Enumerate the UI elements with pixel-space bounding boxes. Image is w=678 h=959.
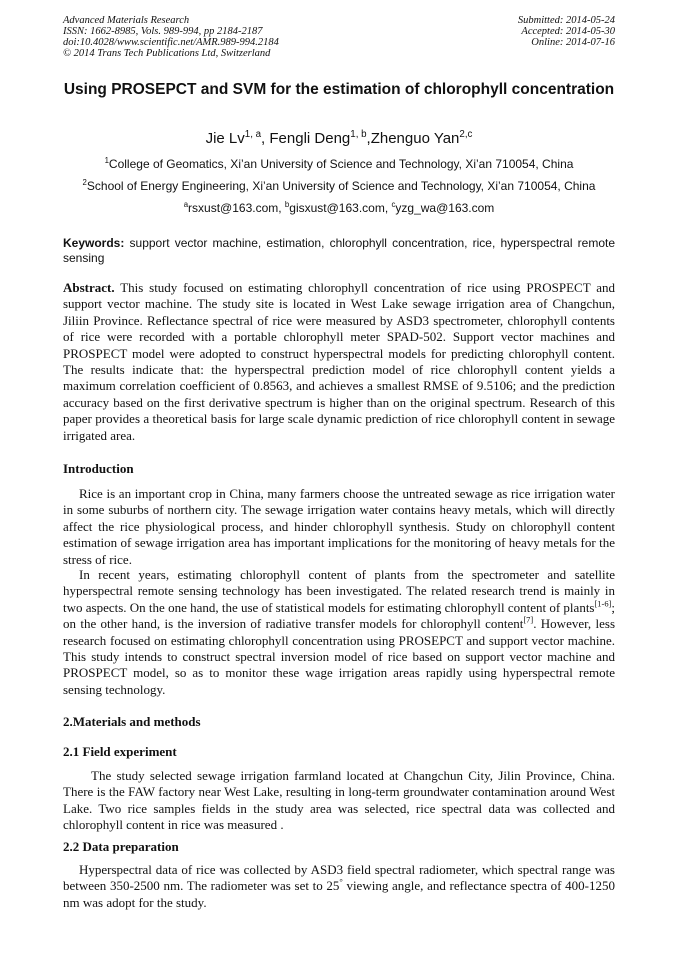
affiliation-2 (40, 179, 638, 193)
online-date: Online: 2014-07-16 (531, 37, 615, 48)
affiliation-1 (40, 157, 638, 171)
issn-line: ISSN: 1662-8985, Vols. 989-994, pp 2184-2187 (63, 26, 263, 37)
data-preparation-heading: 2.2 Data preparation (63, 839, 179, 854)
copyright-line: © 2014 Trans Tech Publications Ltd, Switzerland (63, 48, 271, 59)
email-address: yzg_wa@163.com (395, 201, 495, 215)
citation-ref: [1-6] (594, 598, 612, 609)
email-mark: a (183, 200, 189, 209)
author-affiliation-mark: 1, a (244, 129, 262, 140)
paragraph-text: ; on the other hand, is the inversion of radiative transfer models for chlorophyll content (63, 599, 615, 632)
affiliation-mark: 1 (104, 156, 109, 165)
journal-header-right (518, 15, 615, 48)
email-list: $^a$rsxust@163.com, $^b$gisxust@163.com, $^c$yzg_wa@163.com (183, 200, 495, 215)
author-name: Fengli Deng (269, 130, 351, 147)
paragraph-text: Hyperspectral data of rice was collected by ASD3 field spectral radiometer, which spectral range was between 350-2500 nm. The radiometer was set to (63, 862, 615, 894)
paragraph-text: In recent years, estimating chlorophyll content of plants from the spectrometer and satellite hyperspectral remote sensing technology has been investigated. The related research trend is mainly in two aspects. On the one hand, the use of statistical models for estimating chlorophyll content of plants (63, 567, 615, 615)
abstract-label: Abstract. (63, 280, 115, 295)
keywords-text: support vector machine, estimation, chlorophyll concentration, rice, hyperspectral remote sensing (63, 236, 616, 265)
introduction-heading: Introduction (63, 461, 134, 476)
email-address: gisxust@163.com (289, 201, 385, 215)
data-preparation-paragraph (63, 862, 615, 911)
affiliation-text: College of Geomatics, Xi’an University of Science and Technology, Xi’an 710054, China (108, 157, 574, 171)
introduction-paragraph-2 (63, 567, 615, 698)
introduction-paragraph-1: Rice is an important crop in China, many farmers choose the untreated sewage as rice irrigation water in some suburbs of northern city. The sewage irrigation water contains heavy metals, which will directly affect the rice physiological process, and hinder chlorophyll synthesis. Study on chlorophyll content estimation of sewage irrigation area has important implications for the monitoring of heavy metals for the stress of rice. (63, 486, 615, 567)
affiliation-mark: 2 (82, 178, 87, 187)
accepted-date: Accepted: 2014-05-30 (521, 26, 615, 37)
author-affiliation-mark: 1, b (350, 129, 367, 140)
submitted-date: Submitted: 2014-05-24 (517, 15, 615, 26)
field-experiment-paragraph: The study selected sewage irrigation farmland located at Changchun City, Jilin Province, China. There is the FAW factory near West Lake, resulting in long-term groundwater contamination around West Lake. Two rice samples fields in the study area was selected, rice spectral data was collected and chlorophyll content in rice was measured . (63, 768, 615, 833)
keywords-label: Keywords: (63, 236, 125, 250)
email-address: rsxust@163.com (188, 201, 279, 215)
email-mark: c (391, 200, 396, 209)
abstract-text: This study focused on estimating chlorophyll concentration of rice using PROSPECT and support vector machine. The study site is located in West Lake sewage irrigation area of Changchun, Jiliin Province. Reflectance spectral of rice were measured by ASD3 spectrometer, chlorophyll contents of rice were recorded with a portable chlorophyll meter SPAD-502. Support vector machines and PROSPECT model were adopted to construct hyperspectral models for predicting chlorophyll content. The results indicate that: the hyperspectral prediction model of rice chlorophyll content yields a maximum correlation coefficient of 0.8563, and achieves a smallest RMSE of 9.5106; and the prediction accuracy based on the first derivative spectrum is higher than on the original spectrum. Research of this paper provides a theoretical basis for large scale dynamic prediction of rice chlorophyll content in sewage irrigated area. (63, 280, 615, 443)
keywords-block (63, 236, 615, 266)
affiliation-text: School of Energy Engineering, Xi’an University of Science and Technology, Xi’an 710054, China (86, 179, 596, 193)
paper-title: Using PROSEPCT and SVM for the estimation of chlorophyll concentration (63, 81, 615, 98)
email-mark: b (284, 200, 290, 209)
paragraph-text: viewing angle, and reflectance spectra of 400-1250 nm was adopt for the study. (63, 878, 615, 910)
author-list: Jie Lv$^{1, a}$, Fengli Deng$^{1, b}$,Zhenguo Yan$^{2,c}$ (205, 129, 473, 147)
author-affiliation-mark: 2,c (459, 129, 473, 140)
author-name: Jie Lv (205, 130, 245, 147)
materials-methods-heading: 2.Materials and methods (63, 714, 201, 729)
author-name: Zhenguo Yan (370, 130, 460, 147)
paragraph-text: . However, less research focused on estimating chlorophyll concentration using PROSEPCT and support vector machine. This study intends to construct spectral inversion model of rice based on support vector machine and PROSPECT model, so as to monitor these wage irrigation areas rapidly using hyperspectral remote sensing technology. (63, 616, 616, 697)
viewing-angle-value: 25 (326, 878, 340, 894)
field-experiment-heading: 2.1 Field experiment (63, 744, 177, 759)
journal-name: Advanced Materials Research (63, 15, 190, 26)
citation-ref: [7] (523, 614, 534, 625)
journal-header-left (63, 15, 279, 59)
degree-symbol: ° (339, 877, 343, 888)
abstract-block (63, 280, 615, 444)
doi-line: doi:10.4028/www.scientific.net/AMR.989-994.2184 (63, 37, 279, 48)
